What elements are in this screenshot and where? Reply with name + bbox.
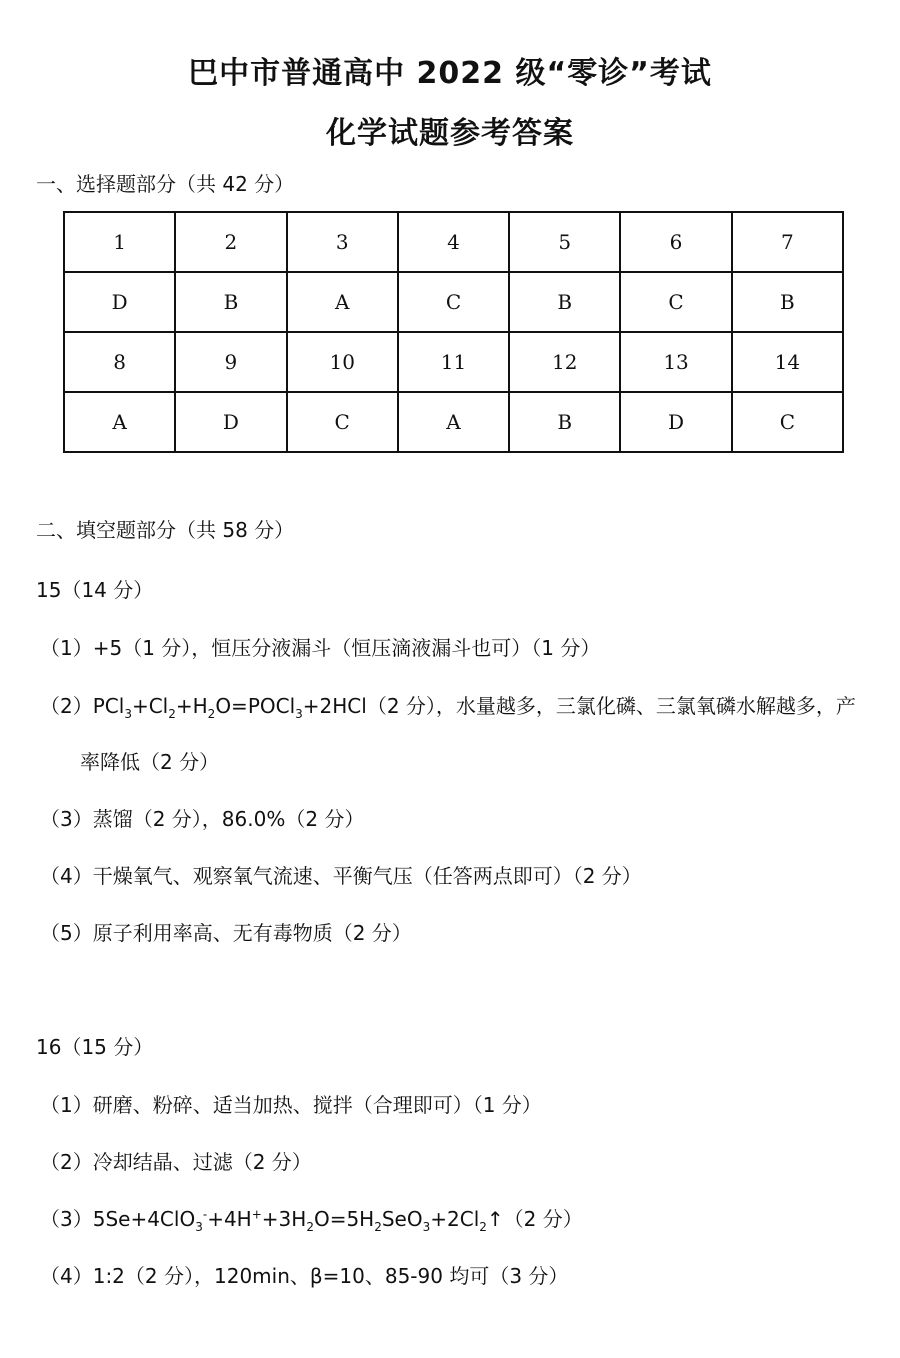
answer-cell: C (620, 272, 731, 332)
answer-cell: A (398, 392, 509, 452)
question-number: 14 (732, 332, 843, 392)
question-number: 10 (287, 332, 398, 392)
answer-cell: B (732, 272, 843, 332)
table-row (64, 392, 843, 452)
q16-answer-3 (40, 1203, 583, 1234)
subscript: 3 (422, 1220, 431, 1234)
answer-cell: C (287, 392, 398, 452)
q15-answer-1: （1）+5（1 分），恒压分液漏斗（恒压滴液漏斗也可）（1 分） (40, 636, 601, 660)
answer-cell: A (64, 392, 175, 452)
subscript: 2 (479, 1220, 487, 1234)
question-number: 8 (64, 332, 175, 392)
answer-cell: D (620, 392, 731, 452)
subscript: 2 (306, 1220, 314, 1234)
question-number: 13 (620, 332, 731, 392)
q16-answer-4: （4）1:2（2 分），120min、β=10、85-90 均可（3 分） (40, 1264, 569, 1288)
table-row (64, 332, 843, 392)
subscript: 3 (195, 1220, 203, 1234)
exam-subtitle: 化学试题参考答案 (326, 116, 574, 151)
q16-a3-part: +4H (207, 1207, 252, 1231)
question-number: 9 (175, 332, 286, 392)
q16-a3-part: ↑（2 分） (486, 1207, 583, 1231)
table-row (64, 212, 843, 272)
section-choice-heading: 一、选择题部分（共 42 分） (36, 172, 295, 196)
q16-answer-1: （1）研磨、粉碎、适当加热、搅拌（合理即可）（1 分） (40, 1093, 542, 1117)
q15-answer-4: （4）干燥氧气、观察氧气流速、平衡气压（任答两点即可）（2 分） (40, 864, 642, 888)
q15-a2-part: （2）PCl (40, 694, 125, 718)
q15-a2-part: +H (175, 694, 208, 718)
q16-a3-part: （3）5Se+4ClO (40, 1207, 196, 1231)
question-number: 1 (64, 212, 175, 272)
q16-answer-2: （2）冷却结晶、过滤（2 分） (40, 1150, 312, 1174)
question-15-heading: 15（14 分） (36, 578, 154, 602)
answer-cell: C (732, 392, 843, 452)
section-fill-heading: 二、填空题部分（共 58 分） (36, 518, 295, 542)
question-number: 5 (509, 212, 620, 272)
subscript: 2 (168, 707, 176, 721)
q15-a2-part: +Cl (131, 694, 169, 718)
question-number: 7 (732, 212, 843, 272)
q16-a3-part: +2Cl (430, 1207, 480, 1231)
subscript: 3 (295, 707, 303, 721)
question-number: 6 (620, 212, 731, 272)
answer-cell: B (175, 272, 286, 332)
answer-table (63, 211, 844, 453)
question-16-heading: 16（15 分） (36, 1035, 154, 1059)
q16-a3-part: +3H (261, 1207, 307, 1231)
q16-a3-part: O=5H (313, 1207, 375, 1231)
subscript: 2 (374, 1220, 382, 1234)
q15-answer-2 (40, 690, 856, 721)
q15-a2-part: +2HCl（2 分），水量越多，三氯化磷、三氯氧磷水解越多，产 (302, 694, 856, 718)
subscript: 3 (124, 707, 132, 721)
table-row (64, 272, 843, 332)
answer-cell: D (175, 392, 286, 452)
answer-cell: B (509, 392, 620, 452)
answer-cell: D (64, 272, 175, 332)
superscript: + (251, 1207, 262, 1222)
q15-answer-5: （5）原子利用率高、无有毒物质（2 分） (40, 921, 412, 945)
exam-title: 巴中市普通高中 2022 级“零诊”考试 (188, 56, 712, 91)
q15-answer-3: （3）蒸馏（2 分），86.0%（2 分） (40, 807, 365, 831)
question-number: 3 (287, 212, 398, 272)
question-number: 4 (398, 212, 509, 272)
superscript: - (202, 1207, 208, 1222)
subscript: 2 (207, 707, 216, 721)
question-number: 2 (175, 212, 286, 272)
q15-answer-2-continued: 率降低（2 分） (80, 750, 220, 774)
question-number: 11 (398, 332, 509, 392)
answer-cell: A (287, 272, 398, 332)
answer-cell: C (398, 272, 509, 332)
question-number: 12 (509, 332, 620, 392)
answer-cell: B (509, 272, 620, 332)
q15-a2-part: O=POCl (215, 694, 296, 718)
q16-a3-part: SeO (381, 1207, 423, 1231)
